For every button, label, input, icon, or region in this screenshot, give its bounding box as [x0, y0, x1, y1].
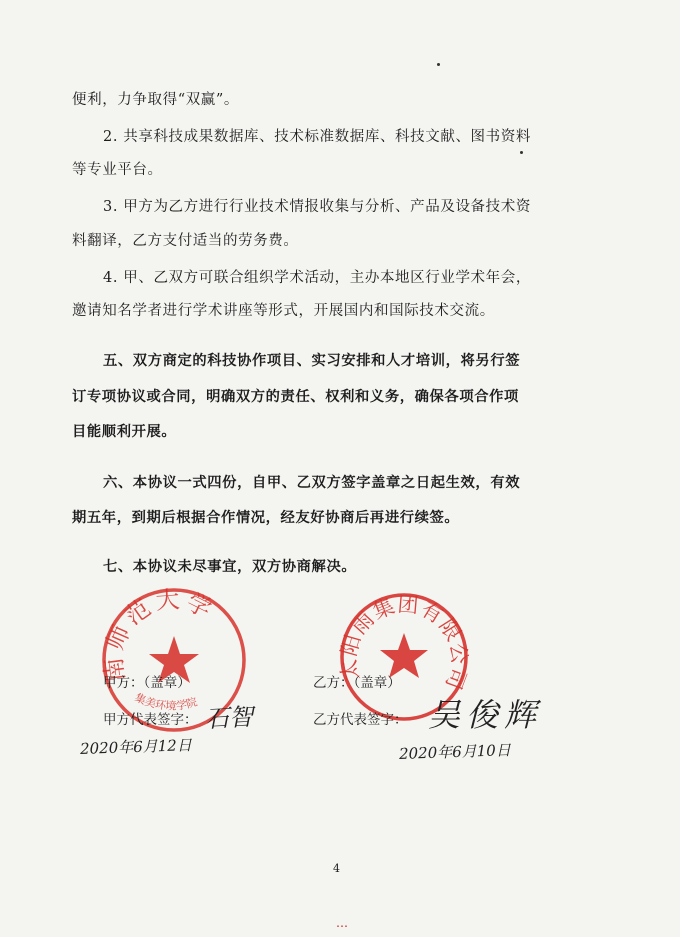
text-line: 便利，力争取得“双赢”。 — [72, 92, 240, 108]
section-five-line: 目能顺利开展。 — [72, 424, 177, 440]
party-a-seal-label: 甲方：（盖章） — [103, 675, 191, 691]
text-line: 2. 共享科技成果数据库、技术标准数据库、科技文献、图书资料 — [103, 129, 531, 145]
page-number: 4 — [333, 862, 340, 875]
party-b-seal-label: 乙方：（盖章） — [313, 675, 401, 691]
svg-text:南师范大学 — [99, 585, 220, 683]
party-a-seal-text: 南师范大学 — [98, 585, 220, 684]
text-line: 3. 甲方为乙方进行行业技术情报收集与分析、产品及设备技术资 — [103, 199, 531, 215]
text-line: 等专业平台。 — [72, 162, 163, 178]
party-a-rep-label: 甲方代表签字： — [103, 712, 198, 728]
text-line: 邀请知名学者进行学术讲座等形式，开展国内和国际技术交流。 — [72, 303, 495, 319]
footer-marks: … — [336, 916, 347, 930]
section-five-line: 订专项协议或合同，明确双方的责任、权利和义务，确保各项合作项 — [72, 389, 519, 405]
party-b-seal-text: 太阳雨集团有限公司 — [336, 592, 472, 694]
party-b-rep-label: 乙方代表签字： — [313, 712, 408, 728]
party-b-signature: 吴俊辉 — [428, 696, 543, 734]
party-a-signature: 石智 — [204, 702, 254, 734]
section-six-line: 六、本协议一式四份，自甲、乙双方签字盖章之日起生效，有效 — [103, 475, 521, 491]
party-b-date: 2020年6月10日 — [398, 741, 512, 763]
scan-speck — [437, 63, 440, 66]
section-five-line: 五、双方商定的科技协作项目、实习安排和人才培训，将另行签 — [103, 353, 521, 369]
section-six-line: 期五年，到期后根据合作情况，经友好协商后再进行续签。 — [72, 510, 460, 526]
party-a-seal-subtext: 集美环境学院 — [132, 690, 199, 713]
text-line: 4. 甲、乙双方可联合组织学术活动，主办本地区行业学术年会， — [103, 270, 531, 286]
party-a-date: 2020年6月12日 — [79, 736, 193, 758]
scan-speck — [520, 151, 523, 154]
section-seven-line: 七、本协议未尽事宜，双方协商解决。 — [103, 559, 357, 575]
text-line: 料翻译，乙方支付适当的劳务费。 — [72, 233, 299, 249]
